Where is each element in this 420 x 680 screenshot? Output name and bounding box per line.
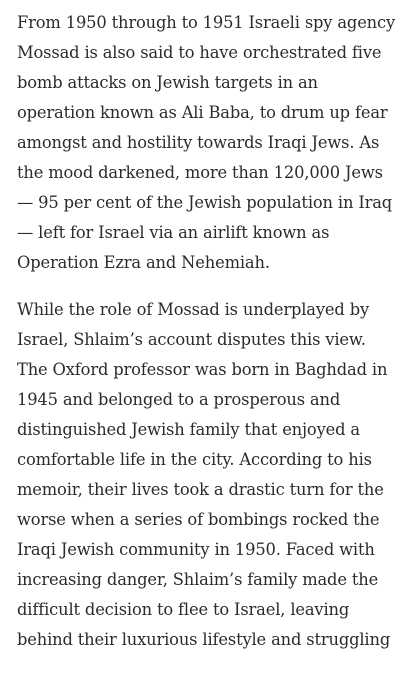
text-line: — 95 per cent of the Jewish population in Iraq — [17, 193, 393, 212]
text-line: operation known as Ali Baba, to drum up fear — [17, 103, 388, 122]
text-line: worse when a series of bombings rocked the — [17, 510, 380, 529]
text-line: — left for Israel via an airlift known as — [17, 223, 330, 242]
text-line: comfortable life in the city. According to his — [17, 450, 372, 469]
text-line: difficult decision to flee to Israel, leaving — [17, 600, 350, 619]
text-line: behind their luxurious lifestyle and struggling — [17, 630, 391, 649]
paragraph-shlaim-account — [17, 295, 409, 655]
article-body — [17, 8, 409, 655]
text-line: Mossad is also said to have orchestrated five — [17, 43, 382, 62]
text-line: 1945 and belonged to a prosperous and — [17, 390, 341, 409]
text-line: amongst and hostility towards Iraqi Jews. As — [17, 133, 380, 152]
text-line: Israel, Shlaim’s account disputes this view. — [17, 330, 366, 349]
text-line: From 1950 through to 1951 Israeli spy agency — [17, 13, 396, 32]
text-line: increasing danger, Shlaim’s family made the — [17, 570, 379, 589]
text-line: While the role of Mossad is underplayed by — [17, 300, 370, 319]
text-line: bomb attacks on Jewish targets in an — [17, 73, 318, 92]
text-line: the mood darkened, more than 120,000 Jews — [17, 163, 383, 182]
text-line: distinguished Jewish family that enjoyed a — [17, 420, 360, 439]
text-line: memoir, their lives took a drastic turn for the — [17, 480, 384, 499]
text-line: Operation Ezra and Nehemiah. — [17, 253, 270, 272]
text-line: Iraqi Jewish community in 1950. Faced with — [17, 540, 375, 559]
text-line: The Oxford professor was born in Baghdad in — [17, 360, 388, 379]
paragraph-operation-ali-baba — [17, 8, 409, 278]
